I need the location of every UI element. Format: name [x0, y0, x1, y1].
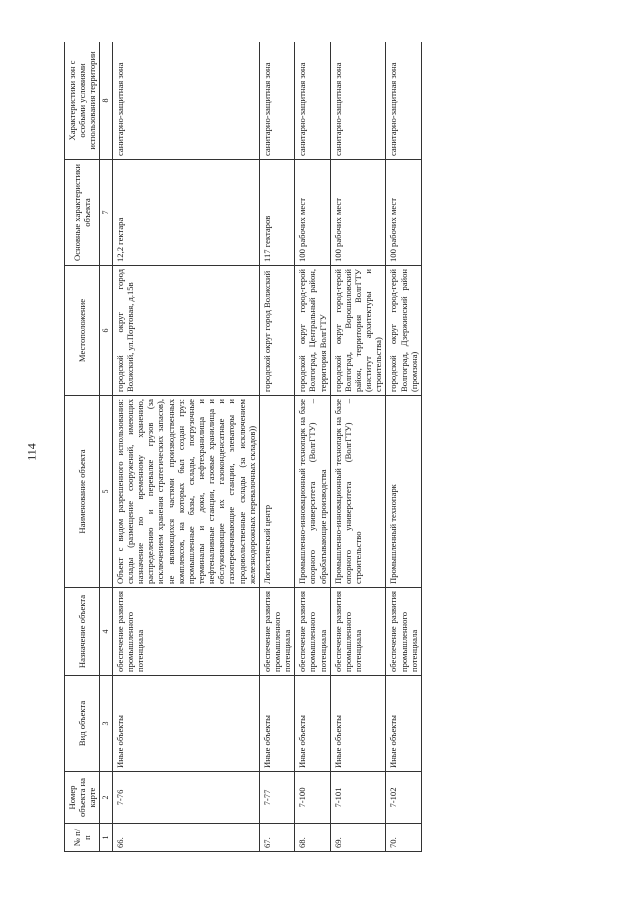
- object-kind: Иные объекты: [259, 676, 294, 772]
- column-number-row: [100, 42, 112, 852]
- column-header: Местоположение: [65, 266, 100, 396]
- row-number: 66.: [112, 824, 259, 852]
- object-purpose: обеспечение развития промышленного потенциала: [330, 588, 386, 676]
- object-name: Промышленно-инновационный технопарк на базе опорного университета (ВолгГТУ) – обрабатывающие производства: [295, 396, 330, 588]
- object-location: городской округ город-герой Волгоград, Дзержинский район (промзона): [386, 266, 421, 396]
- zone-characteristics: санитарно-защитная зона: [259, 42, 294, 160]
- object-location: городской округ город-герой Волгоград, Центральный район, территория ВолгГТУ: [295, 266, 330, 396]
- object-characteristics: 12,2 гектара: [112, 160, 259, 266]
- column-header: Основные характеристики объекта: [65, 160, 100, 266]
- column-number: 1: [100, 824, 112, 852]
- rotated-table-container: [64, 42, 590, 852]
- column-number: 7: [100, 160, 112, 266]
- table-row: [259, 42, 294, 852]
- object-kind: Иные объекты: [295, 676, 330, 772]
- table-header-row: [65, 42, 100, 852]
- row-number: 70.: [386, 824, 421, 852]
- page-number-text: 114: [24, 443, 39, 461]
- column-number: 6: [100, 266, 112, 396]
- object-kind: Иные объекты: [330, 676, 386, 772]
- object-purpose: обеспечение развития промышленного потенциала: [386, 588, 421, 676]
- object-map-number: 7-102: [386, 772, 421, 824]
- column-header: Вид объекта: [65, 676, 100, 772]
- object-characteristics: 117 гектаров: [259, 160, 294, 266]
- table-row: [330, 42, 386, 852]
- column-number: 4: [100, 588, 112, 676]
- column-header: Номер объекта на карте: [65, 772, 100, 824]
- objects-table: [64, 42, 422, 852]
- object-kind: Иные объекты: [386, 676, 421, 772]
- object-kind: Иные объекты: [112, 676, 259, 772]
- column-header: Назначение объекта: [65, 588, 100, 676]
- object-characteristics: 100 рабочих мест: [295, 160, 330, 266]
- object-location: городской округ город Волжский, ул.Портовая, д.15в: [112, 266, 259, 396]
- column-header: Характеристики зон с особыми условиями использования территории: [65, 42, 100, 160]
- table-row: [112, 42, 259, 852]
- row-number: 67.: [259, 824, 294, 852]
- document-sheet: [64, 42, 640, 910]
- object-map-number: 7-77: [259, 772, 294, 824]
- object-purpose: обеспечение развития промышленного потенциала: [112, 588, 259, 676]
- column-header: Наименование объекта: [65, 396, 100, 588]
- object-characteristics: 100 рабочих мест: [330, 160, 386, 266]
- row-number: 68.: [295, 824, 330, 852]
- object-map-number: 7-76: [112, 772, 259, 824]
- object-characteristics: 100 рабочих мест: [386, 160, 421, 266]
- object-name: Объект с видом разрешенного использования: склады (размещение сооружений, имеющих назначение по временному хранению, распределению и перевалке грузов (за исключением хранения стратегических запасов), не являющихся частями производственных комплексов, на которых был создан груз: промышленные базы, склады, погрузочные терминалы и доки, нефтехранилища и нефтеналивные станции, газовые хранилища и обслуживающие их газоконденсатные и газоперекачивающие станции, элеваторы и продовольственные склады (за исключением железнодорожных перевалочных складов)): [112, 396, 259, 588]
- object-map-number: 7-101: [330, 772, 386, 824]
- column-number: 3: [100, 676, 112, 772]
- table-row: [295, 42, 330, 852]
- object-purpose: обеспечение развития промышленного потенциала: [259, 588, 294, 676]
- object-purpose: обеспечение развития промышленного потенциала: [295, 588, 330, 676]
- zone-characteristics: санитарно-защитная зона: [330, 42, 386, 160]
- column-number: 8: [100, 42, 112, 160]
- object-location: городской округ город Волжский: [259, 266, 294, 396]
- column-number: 2: [100, 772, 112, 824]
- object-name: Логистический центр: [259, 396, 294, 588]
- column-header: № п/п: [65, 824, 100, 852]
- object-name: Промышленно-инновационный технопарк на базе опорного университета (ВолгГТУ) – строительство: [330, 396, 386, 588]
- zone-characteristics: санитарно-защитная зона: [386, 42, 421, 160]
- table-row: [386, 42, 421, 852]
- object-name: Промышленный технопарк: [386, 396, 421, 588]
- row-number: 69.: [330, 824, 386, 852]
- column-number: 5: [100, 396, 112, 588]
- zone-characteristics: санитарно-защитная зона: [295, 42, 330, 160]
- zone-characteristics: санитарно-защитная зона: [112, 42, 259, 160]
- object-map-number: 7-100: [295, 772, 330, 824]
- object-location: городской округ город-герой Волгоград, Ворошиловский район, территория ВолгГТУ (институт архитектуры и строительства): [330, 266, 386, 396]
